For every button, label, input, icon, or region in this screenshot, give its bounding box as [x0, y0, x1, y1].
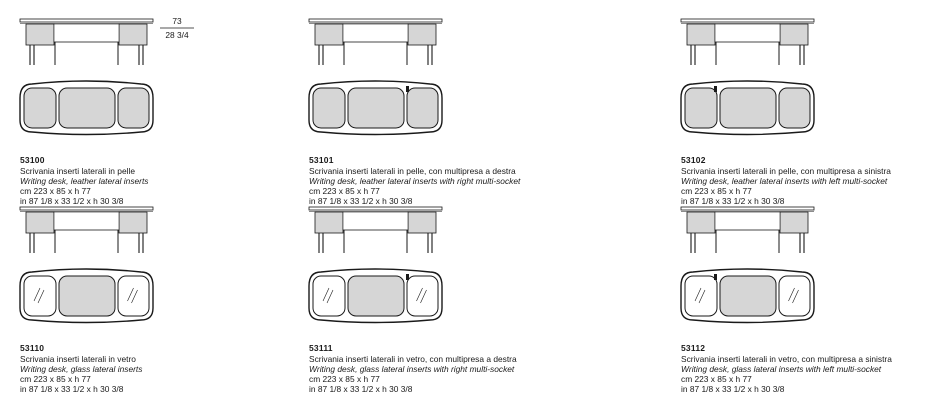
leather-insert [407, 88, 438, 128]
right-module [408, 24, 436, 45]
central-panel [343, 212, 408, 230]
desk-front-view [681, 19, 814, 65]
right-module [119, 24, 147, 45]
leather-insert [24, 88, 56, 128]
desk-plan-view [20, 269, 153, 323]
desk-drawings [309, 203, 569, 343]
description-it: Scrivania inserti laterali in vetro, con multipresa a destra [309, 354, 517, 364]
size-in: in 87 1/8 x 33 1/2 x h 30 3/8 [309, 196, 413, 206]
product-item-53100 [20, 15, 280, 220]
product-code: 53102 [681, 155, 706, 165]
desk-plan-view [20, 81, 153, 135]
description-it: Scrivania inserti laterali in pelle [20, 166, 135, 176]
desk-front-view [309, 207, 442, 253]
desk-drawings [681, 203, 928, 343]
height-dimension-cm: 73 [172, 16, 182, 26]
size-cm: cm 223 x 85 x h 77 [309, 186, 380, 196]
description-it: Scrivania inserti laterali in pelle, con multipresa a destra [309, 166, 516, 176]
central-panel [54, 24, 119, 42]
product-code: 53100 [20, 155, 45, 165]
desk-top [309, 19, 442, 22]
desk-plan-view [681, 269, 814, 323]
desk-plan-view [309, 269, 442, 323]
product-code: 53111 [309, 343, 333, 353]
left-module [26, 212, 54, 233]
left-module [687, 24, 715, 45]
glass-insert [685, 276, 717, 316]
size-in: in 87 1/8 x 33 1/2 x h 30 3/8 [681, 196, 785, 206]
desk-front-view [20, 19, 153, 65]
desk-drawings [681, 15, 928, 155]
desk-drawings [309, 15, 569, 155]
leather-insert [59, 276, 115, 316]
description-en: Writing desk, leather lateral inserts with right multi-socket [309, 176, 521, 186]
description-it: Scrivania inserti laterali in vetro, con multipresa a sinistra [681, 354, 892, 364]
size-in: in 87 1/8 x 33 1/2 x h 30 3/8 [309, 384, 413, 394]
multi-socket [406, 86, 409, 92]
leather-insert [313, 88, 345, 128]
description-en: Writing desk, leather lateral inserts with left multi-socket [681, 176, 888, 186]
glass-insert [779, 276, 810, 316]
multi-socket [714, 274, 717, 280]
right-module [408, 212, 436, 233]
product-item-53111 [309, 203, 569, 408]
size-cm: cm 223 x 85 x h 77 [309, 374, 380, 384]
product-code: 53110 [20, 343, 45, 353]
leather-insert [720, 276, 776, 316]
left-module [315, 24, 343, 45]
size-cm: cm 223 x 85 x h 77 [20, 374, 91, 384]
multi-socket [406, 274, 409, 280]
desk-top [20, 19, 153, 22]
leather-insert [685, 88, 717, 128]
central-panel [343, 24, 408, 42]
desk-front-view [309, 19, 442, 65]
size-in: in 87 1/8 x 33 1/2 x h 30 3/8 [681, 384, 785, 394]
product-code: 53112 [681, 343, 706, 353]
leather-insert [720, 88, 776, 128]
product-item-53110 [20, 203, 280, 408]
desk-front-view [20, 207, 153, 253]
height-dimension-inches: 28 3/4 [165, 30, 189, 40]
description-en: Writing desk, leather lateral inserts [20, 176, 149, 186]
desk-front-view [681, 207, 814, 253]
glass-insert [118, 276, 149, 316]
description-it: Scrivania inserti laterali in vetro [20, 354, 136, 364]
left-module [26, 24, 54, 45]
glass-insert [313, 276, 345, 316]
right-module [119, 212, 147, 233]
leather-insert [779, 88, 810, 128]
description-en: Writing desk, glass lateral inserts with left multi-socket [681, 364, 882, 374]
glass-insert [407, 276, 438, 316]
desk-top [309, 207, 442, 210]
product-item-53102 [681, 15, 928, 220]
right-module [780, 24, 808, 45]
desk-plan-view [681, 81, 814, 135]
central-panel [715, 212, 780, 230]
size-cm: cm 223 x 85 x h 77 [681, 374, 752, 384]
product-item-53112 [681, 203, 928, 408]
description-en: Writing desk, glass lateral inserts with right multi-socket [309, 364, 515, 374]
leather-insert [59, 88, 115, 128]
leather-insert [348, 88, 404, 128]
multi-socket [714, 86, 717, 92]
leather-insert [118, 88, 149, 128]
desk-plan-view [309, 81, 442, 135]
central-panel [715, 24, 780, 42]
desk-top [20, 207, 153, 210]
desk-drawings [20, 203, 280, 343]
desk-top [681, 19, 814, 22]
size-cm: cm 223 x 85 x h 77 [20, 186, 91, 196]
product-code: 53101 [309, 155, 334, 165]
size-in: in 87 1/8 x 33 1/2 x h 30 3/8 [20, 384, 124, 394]
size-cm: cm 223 x 85 x h 77 [681, 186, 752, 196]
description-it: Scrivania inserti laterali in pelle, con multipresa a sinistra [681, 166, 891, 176]
size-in: in 87 1/8 x 33 1/2 x h 30 3/8 [20, 196, 124, 206]
left-module [315, 212, 343, 233]
description-en: Writing desk, glass lateral inserts [20, 364, 143, 374]
product-item-53101 [309, 15, 569, 220]
right-module [780, 212, 808, 233]
leather-insert [348, 276, 404, 316]
central-panel [54, 212, 119, 230]
glass-insert [24, 276, 56, 316]
desk-drawings [20, 15, 280, 155]
left-module [687, 212, 715, 233]
desk-top [681, 207, 814, 210]
